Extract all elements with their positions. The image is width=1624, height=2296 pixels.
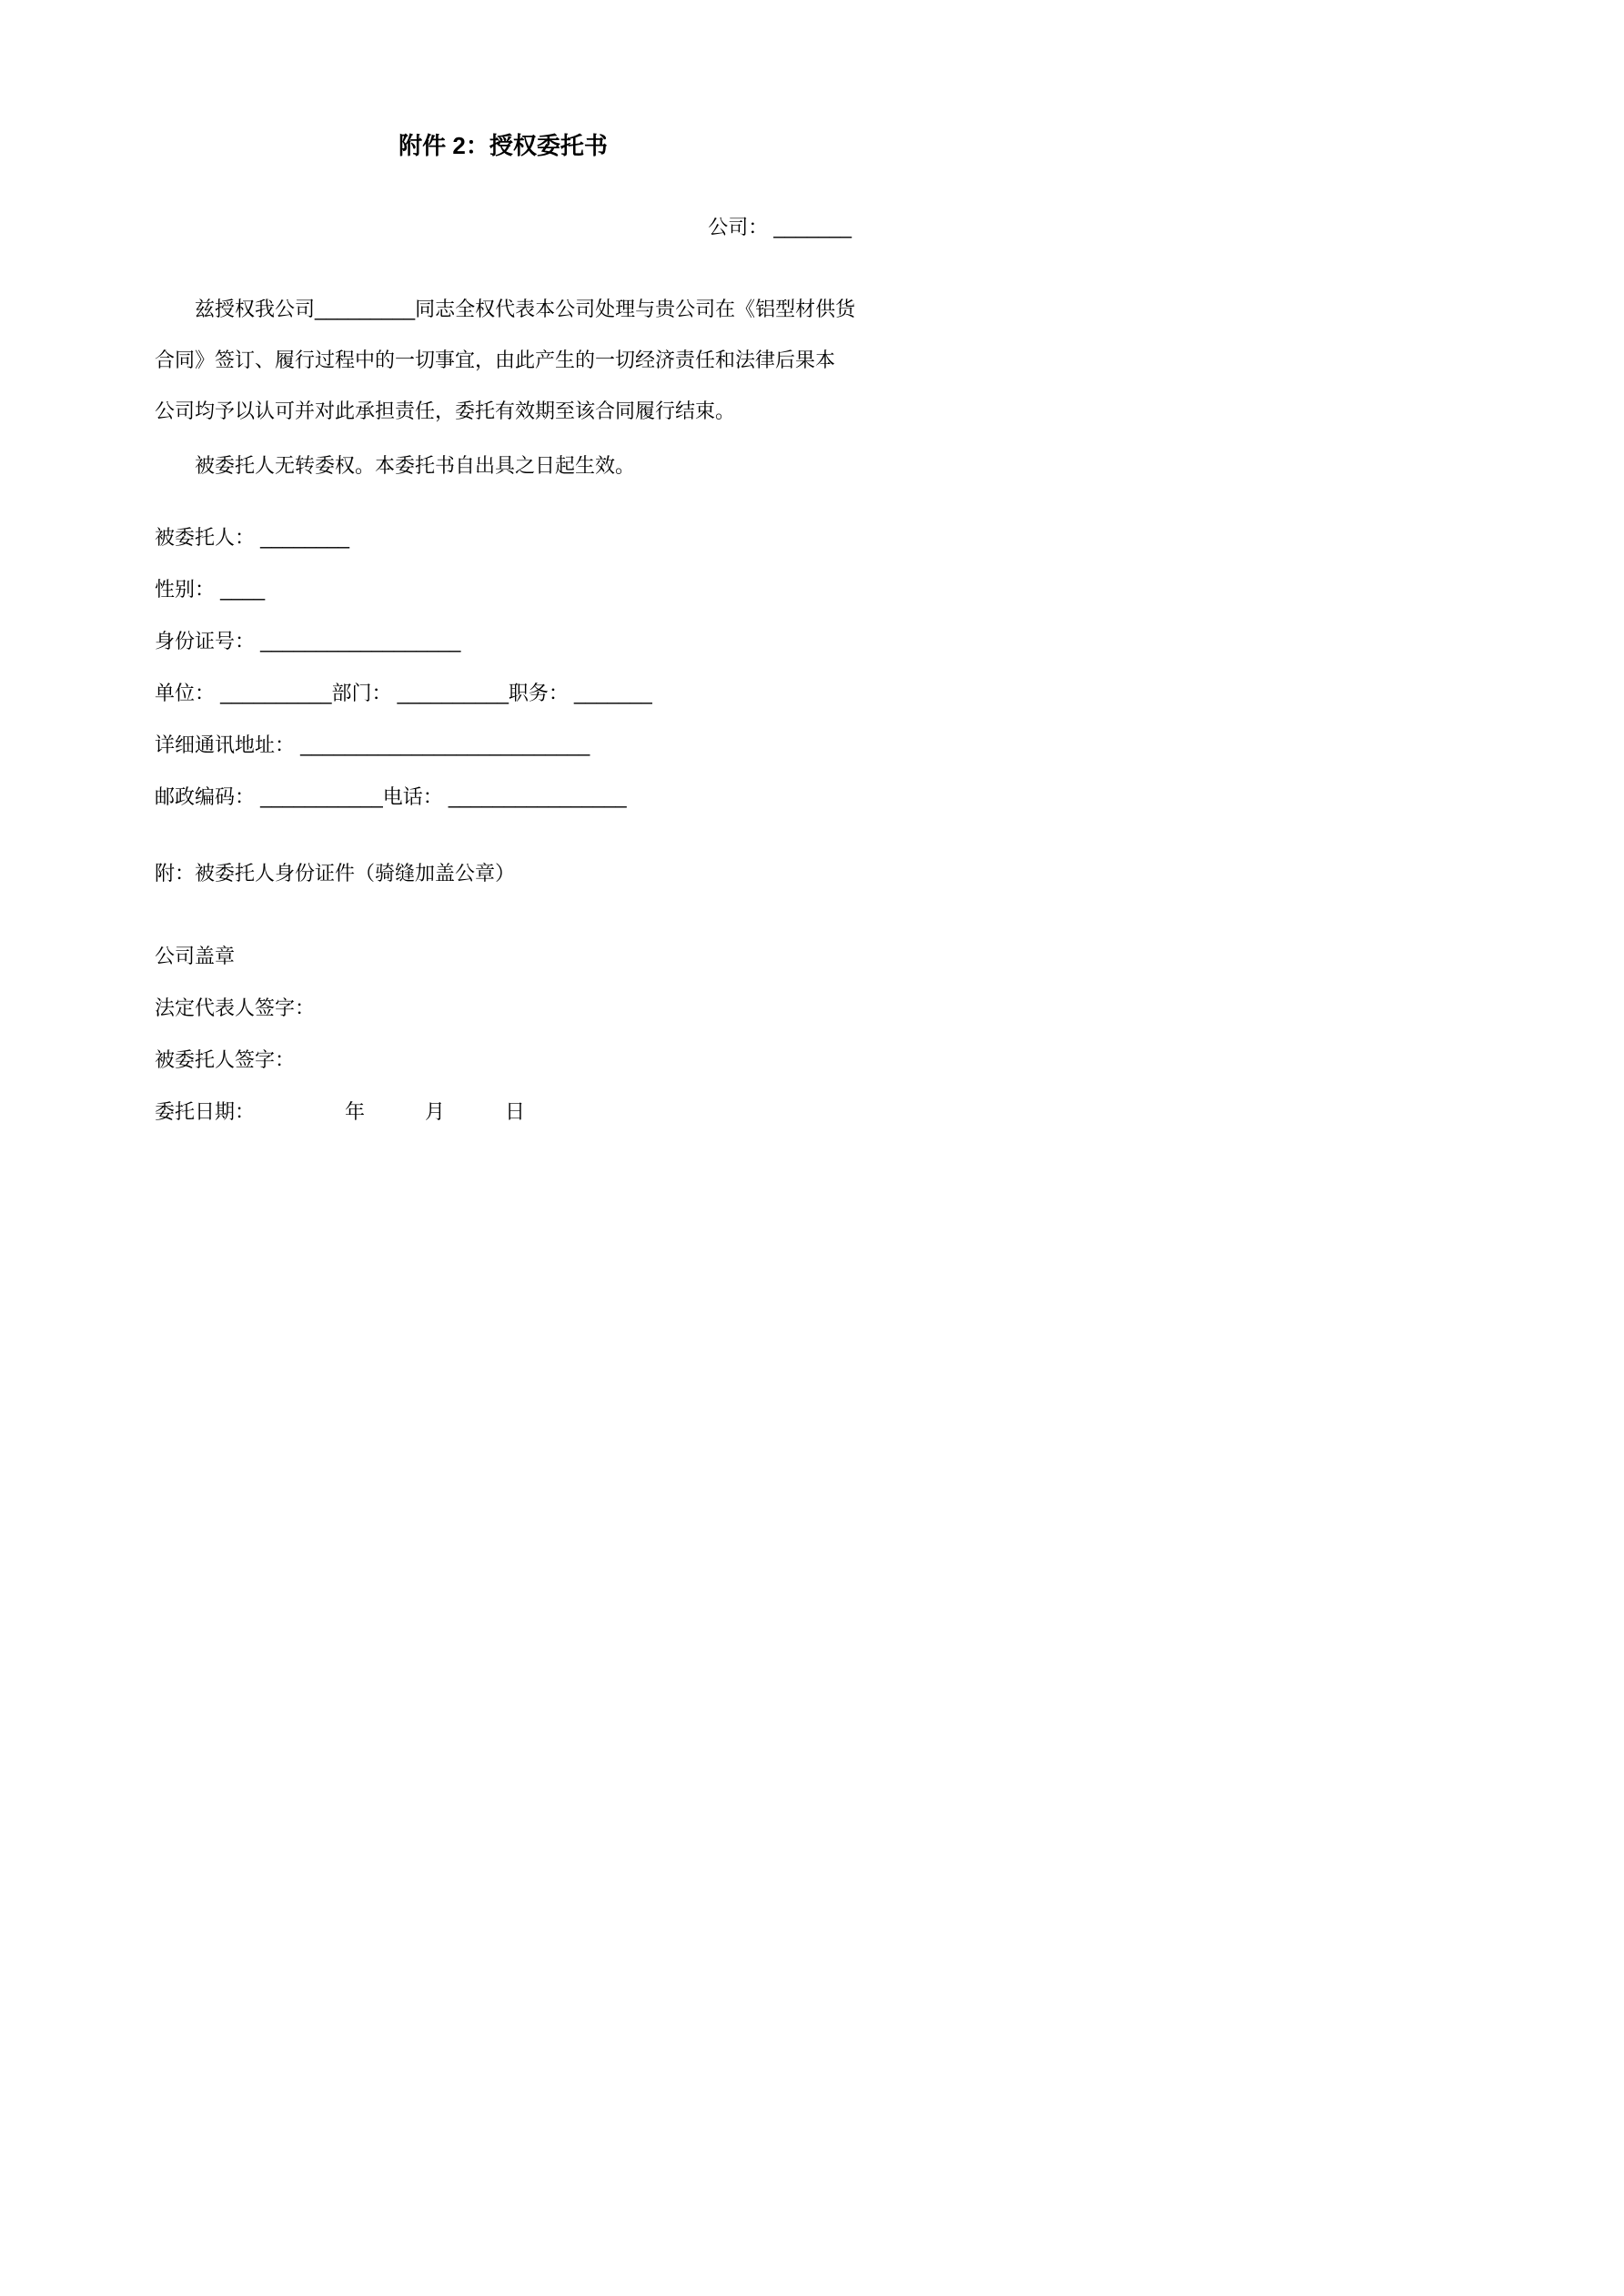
signature-block (155, 930, 852, 1138)
agent-signature-line: 被委托人签字： (155, 1048, 296, 1071)
authorization-paragraph (155, 284, 856, 437)
effect-paragraph-line: 被委托人无转委权。本委托书自出具之日起生效。 (195, 454, 636, 477)
legal-representative-signature-line: 法定代表人签字： (155, 996, 316, 1019)
authorization-paragraph-line-2: 合同》签订、履行过程中的一切事宜，由此产生的一切经济责任和法律后果本 (155, 349, 836, 371)
authorization-paragraph-line-1: 兹授权我公司_________同志全权代表本公司处理与贵公司在《铝型材供货 (195, 298, 856, 320)
attachment-note: 附：被委托人身份证件（骑缝加盖公章） (155, 862, 516, 885)
field-mailing-address: 详细通讯地址： __________________________ (155, 733, 590, 756)
field-gender: 性别： ____ (155, 578, 266, 601)
company-blank-line: 公司： _______ (708, 216, 852, 238)
authorization-paragraph-line-3: 公司均予以认可并对此承担责任，委托有效期至该合同履行结束。 (155, 400, 736, 422)
field-agent-name: 被委托人： ________ (155, 526, 349, 549)
field-unit-department-title: 单位： __________部门： __________职务： _______ (155, 682, 652, 704)
authorization-date-line: 委托日期： 年 月 日 (155, 1100, 526, 1123)
effect-paragraph (155, 440, 852, 491)
document-content (155, 0, 856, 1138)
field-id-number: 身份证号： __________________ (155, 630, 461, 652)
form-fields (155, 511, 852, 823)
document-title: 附件 2：授权委托书 (398, 132, 608, 159)
field-postcode-phone: 邮政编码： ___________电话： ________________ (155, 785, 627, 808)
company-stamp-line: 公司盖章 (155, 945, 236, 967)
